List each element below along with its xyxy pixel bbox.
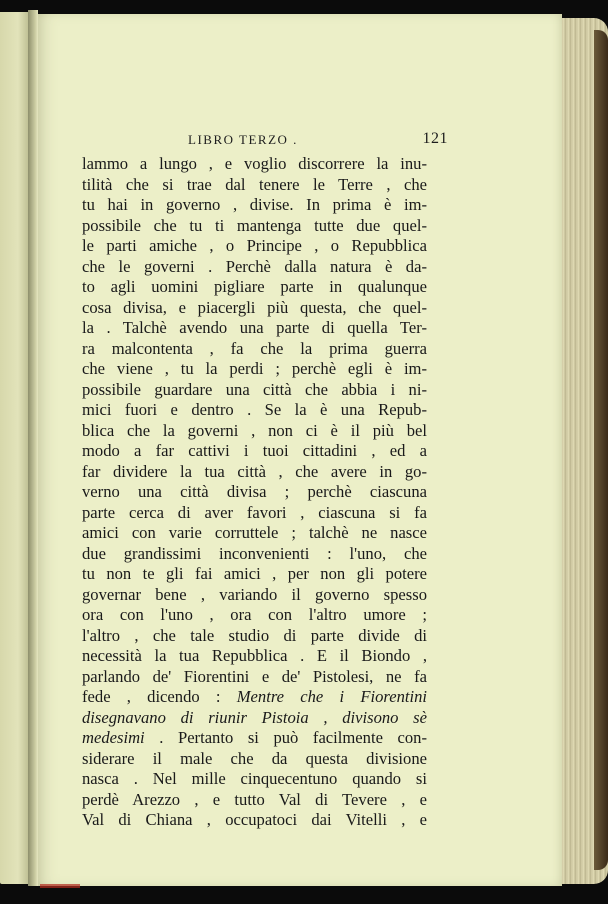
text-line: verno una città divisa ; perchè ciascuna (82, 482, 427, 501)
text-line: possibile che tu ti mantenga tutte due quel- (82, 215, 427, 235)
book-cover-edge (594, 30, 608, 870)
text-line: che le governi . Perchè dalla natura è da- (82, 256, 427, 276)
text-line: due grandissimi inconvenienti : l'uno, che (82, 543, 427, 563)
text-line: mici fuori e dentro . Se la è una Repub- (82, 400, 427, 419)
text-line: possibile guardare una città che abbia i ni- (82, 379, 427, 399)
text-line: nasca . Nel mille cinquecentuno quando si (82, 769, 427, 788)
text-line (82, 708, 427, 729)
text-line (82, 687, 427, 708)
italic-quote: medesimi (82, 728, 145, 747)
text-line: cosa divisa, e piacergli più questa, che quel- (82, 297, 427, 317)
text-line: lammo a lungo , e voglio discorrere la inu- (82, 154, 427, 173)
text-line: le parti amiche , o Principe , o Repubblica (82, 236, 427, 255)
text-line: modo a far cattivi i tuoi cittadini , ed a (82, 441, 427, 460)
text-line: tilità che si trae dal tenere le Terre , che (82, 174, 427, 194)
text-line: tu non te gli fai amici , per non gli potere (82, 564, 427, 583)
book-gutter (28, 10, 38, 886)
text-line: blica che la governi , non ci è il più bel (82, 420, 427, 440)
text-line: che viene , tu la perdi ; perchè egli è im- (82, 359, 427, 378)
page-number: 121 (422, 130, 448, 147)
italic-quote: disegnavano di riunir Pistoia , divisono sè (82, 707, 427, 727)
text-line: tu hai in governo , divise. In prima è im- (82, 195, 427, 214)
text-line: perdè Arezzo , e tutto Val di Tevere , e (82, 789, 427, 809)
text-line: ra malcontenta , fa che la prima guerra (82, 338, 427, 358)
text-line: necessità la tua Repubblica . E il Biondo , (82, 646, 427, 665)
text-line: governar bene , variando il governo spesso (82, 584, 427, 604)
text-segment: . Pertanto si può facilmente con- (144, 728, 427, 747)
text-line: l'altro , che tale studio di parte divide di (82, 625, 427, 645)
running-title: LIBRO TERZO . (188, 132, 298, 147)
italic-quote: Mentre che i Fiorentini (236, 687, 427, 706)
text-line: parte cerca di aver favori , ciascuna si fa (82, 502, 427, 522)
text-line (82, 728, 427, 749)
text-line: ora con l'uno , ora con l'altro umore ; (82, 605, 427, 624)
text-line: la . Talchè avendo una parte di quella Ter- (82, 318, 427, 337)
text-line: siderare il male che da questa divisione (82, 748, 427, 768)
text-segment: fede , dicendo : (82, 687, 237, 706)
bookmark-ribbon (40, 884, 80, 888)
book-page (36, 14, 562, 886)
facing-page-edge (0, 12, 30, 884)
text-line: far dividere la tua città , che avere in go- (82, 461, 427, 481)
body-text (82, 154, 427, 831)
text-line: parlando de' Fiorentini e de' Pistolesi, ne fa (82, 666, 427, 686)
text-line: to agli uomini pigliare parte in qualunque (82, 277, 427, 296)
text-line: amici con varie corruttele ; talchè ne nasce (82, 523, 427, 542)
text-line: Val di Chiana , occupatoci dai Vitelli , e (82, 810, 427, 829)
